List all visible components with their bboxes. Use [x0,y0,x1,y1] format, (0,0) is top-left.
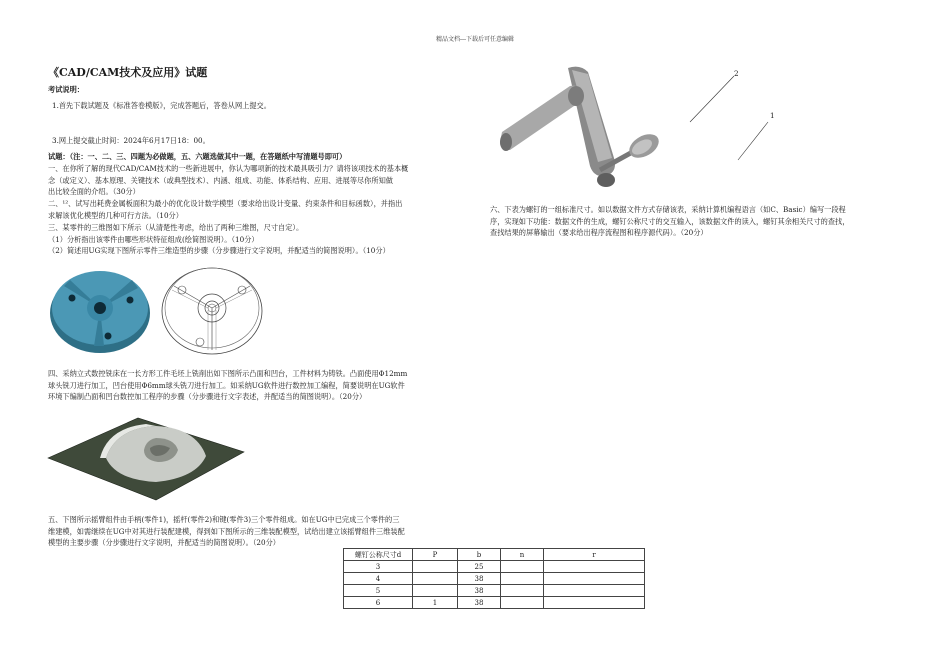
question-1 [48,163,468,198]
table-header-row [344,549,645,561]
page-title: 《CAD/CAM技术及应用》试题 [48,66,208,79]
page-header: 精品文档---下载后可任意编辑 [435,36,515,43]
table-cell: 5 [344,585,413,597]
q1-line3: 出比较全面的介绍。（30分） [48,187,140,196]
q5-line1: 五、下图所示摇臂组件由手柄(零件1)，摇杆(零件2)和键(零件3)三个零件组成。如在UG中已完成三个零件的三 [48,515,400,524]
question-4 [48,368,468,403]
q2-line1: 二、¹²、试写出耗费金属板面积为最小的优化设计数学模型（要求给出设计变量、约束条件和目标函数），并指出 [48,199,403,208]
table-header-cell: 螺钉公称尺寸d [344,549,413,561]
q5-line2: 维建模，如需继续在UG中对其进行装配建模，得到如下图所示的三维装配模型，试给出建立该摇臂组件三维装配 [48,526,405,536]
table-cell: 6 [344,597,413,609]
table-cell [501,597,544,609]
table-row [344,573,645,585]
table-cell: 1 [413,597,458,609]
note-3: 3.网上提交截止时间：2024年6月17日18：00。 [52,136,210,145]
table-cell [544,561,645,573]
leader-lines [688,70,778,162]
q3-sub2: （2）简述用UG实现下图所示零件三维造型的步骤（分步骤进行文字说明，并配适当的简图说明）。（10分） [48,246,390,255]
question-3 [48,222,468,257]
table-cell: 38 [458,597,501,609]
q5-line3: 模型的主要步骤（分步骤进行文字说明，并配适当的简图说明）。（20分） [48,538,280,547]
rocker-arm-assembly-image [496,62,666,196]
milling-workpiece-image [46,408,246,502]
table-cell [544,573,645,585]
q4-line1: 四、采纳立式数控铣床在一长方形工件毛坯上铣削出如下图所示凸面和凹台，工件材料为铸铁。凸面使用Φ12mm [48,369,408,378]
table-row [344,561,645,573]
q6-line3: 查找结果的屏幕输出（要求给出程序流程图和程序源代码）。（20分） [490,228,708,237]
q3-line1: 三、某零件的三维图如下所示（从清楚性考虑，给出了两种三维图，尺寸自定）。 [48,223,304,232]
table-header-cell: r [544,549,645,561]
question-2 [48,198,468,221]
q2-line2: 求解该优化模型的几种可行方法。（10分） [48,210,183,220]
table-row [344,585,645,597]
table-cell [501,573,544,585]
table-cell [501,561,544,573]
table-row [344,597,645,609]
table-cell [413,573,458,585]
table-cell [501,585,544,597]
q3-sub1: （1）分析指出该零件由哪些形状特征组成(绘简图说明）。（10分） [48,234,259,244]
note-1: 1.首先下载试题及《标准答卷模版》，完成答题后，答卷从网上提交。 [52,101,271,110]
table-cell: 25 [458,561,501,573]
table-header-cell: n [501,549,544,561]
table-cell: 4 [344,573,413,585]
table-cell: 38 [458,585,501,597]
part-label-2: 2 [734,69,739,78]
instruction: 试题：（注：一、二、三、四题为必做题，五、六题选做其中一题，在答题纸中写清题号即可） [48,152,347,161]
exam-note-label: 考试说明： [48,85,84,94]
question-5 [48,514,468,549]
table-cell [544,597,645,609]
q6-line1: 六、下表为螺钉的一组标准尺寸。如以数据文件方式存储该表，采纳计算机编程语言（如C、Basic）编写一段程 [490,205,846,214]
bolt-dimension-table [343,548,645,609]
q4-line3: 环境下编制凸面和凹台数控加工程序的步骤（分步骤进行文字表述，并配适当的简图说明）。（20分） [48,392,367,401]
table-cell: 38 [458,573,501,585]
q1-line2: 念（或定义）、基本原理、关键技术（或典型技术）、内涵、组成、功能、体系结构、应用、进展等尽你所知做 [48,175,393,185]
disk-part-shaded-image [48,268,152,354]
table-cell [413,585,458,597]
table-cell [544,585,645,597]
table-cell: 3 [344,561,413,573]
q1-line1: 一、在你所了解的现代CAD/CAM技术的一些新进展中，你认为哪项新的技术最具吸引力？请将该项技术的基本概 [48,164,409,173]
question-6 [490,204,910,239]
table-header-cell: P [413,549,458,561]
part-label-1: 1 [770,111,775,120]
q4-line2: 球头铣刀进行加工，凹台使用Φ6mm球头铣刀进行加工。如采纳UG软件进行数控加工编程，简要说明在UG软件 [48,380,405,390]
disk-part-wireframe-image [160,264,264,356]
q6-line2: 序，实现如下功能：数据文件的生成，螺钉公称尺寸的交互输入，该数据文件的读入，螺钉其余相关尺寸的查找， [490,216,850,226]
table-header-cell: b [458,549,501,561]
table-cell [413,561,458,573]
